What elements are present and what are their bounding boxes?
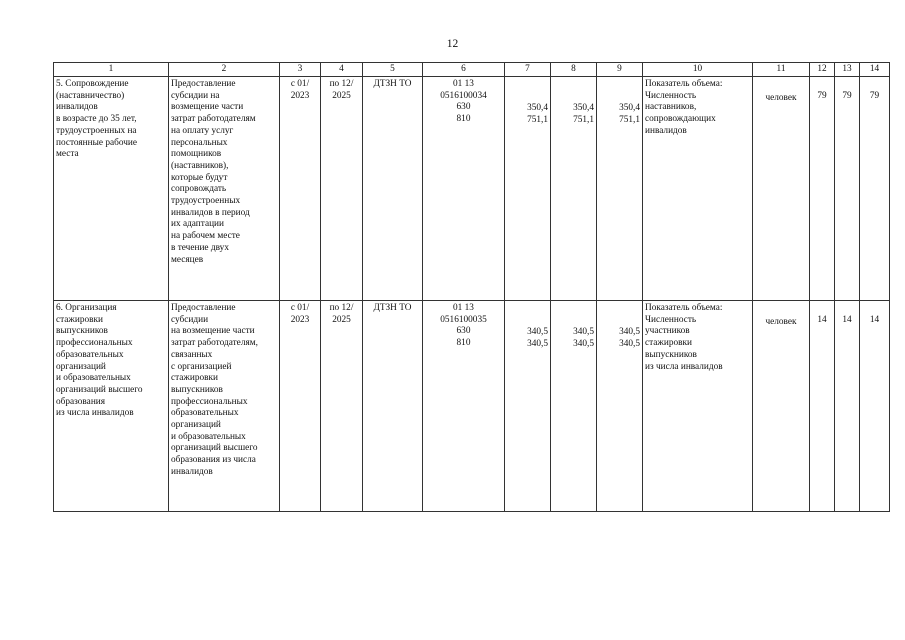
column-number: 10 — [643, 63, 753, 77]
budget-code-cell: 01 13 0516100034 630 810 — [423, 77, 505, 301]
amount-cell: 340,5 340,5 — [505, 301, 551, 512]
column-number: 12 — [810, 63, 835, 77]
indicator-cell: Показатель объема: Численность участников стажировки выпускников из числа инвалидов — [643, 301, 753, 512]
amount-cell: 350,4 751,1 — [597, 77, 643, 301]
value-cell: 79 — [835, 77, 860, 301]
unit-cell: человек — [753, 77, 810, 301]
column-number: 2 — [169, 63, 280, 77]
amount-cell: 350,4 751,1 — [551, 77, 597, 301]
value-cell: 79 — [810, 77, 835, 301]
event-name-cell: 6. Организация стажировки выпускников профессиональных образовательных организаций и образовательных организаций высшего образования из числа инвалидов — [54, 301, 169, 512]
budget-code-cell: 01 13 0516100035 630 810 — [423, 301, 505, 512]
table-row — [54, 77, 890, 301]
value-cell: 79 — [860, 77, 890, 301]
column-number: 1 — [54, 63, 169, 77]
start-date-cell: с 01/ 2023 — [280, 301, 321, 512]
page-number: 12 — [446, 38, 459, 50]
executor-cell: ДТЗН ТО — [363, 301, 423, 512]
amount-cell: 340,5 340,5 — [597, 301, 643, 512]
table-row — [54, 301, 890, 512]
column-number: 8 — [551, 63, 597, 77]
column-number: 9 — [597, 63, 643, 77]
column-number: 7 — [505, 63, 551, 77]
amount-cell: 350,4 751,1 — [505, 77, 551, 301]
event-description-cell: Предоставление субсидии на возмещение части затрат работодателям, связанных с организацией стажировки выпускников профессиональных образовательных организаций и образовательных организаций высшего образования из числа инвалидов — [169, 301, 280, 512]
program-table — [53, 62, 890, 512]
amount-cell: 340,5 340,5 — [551, 301, 597, 512]
column-number-row — [54, 63, 890, 77]
start-date-cell: с 01/ 2023 — [280, 77, 321, 301]
column-number: 3 — [280, 63, 321, 77]
value-cell: 14 — [860, 301, 890, 512]
column-number: 11 — [753, 63, 810, 77]
indicator-cell: Показатель объема: Численность наставников, сопровождающих инвалидов — [643, 77, 753, 301]
column-number: 5 — [363, 63, 423, 77]
event-description-cell: Предоставление субсидии на возмещение части затрат работодателям на оплату услуг персональных помощников (наставников), которые будут сопровождать трудоустроенных инвалидов в период их адаптации на рабочем месте в течение двух месяцев — [169, 77, 280, 301]
column-number: 14 — [860, 63, 890, 77]
column-number: 4 — [321, 63, 363, 77]
column-number: 6 — [423, 63, 505, 77]
end-date-cell: по 12/ 2025 — [321, 77, 363, 301]
end-date-cell: по 12/ 2025 — [321, 301, 363, 512]
value-cell: 14 — [810, 301, 835, 512]
column-number: 13 — [835, 63, 860, 77]
value-cell: 14 — [835, 301, 860, 512]
executor-cell: ДТЗН ТО — [363, 77, 423, 301]
event-name-cell: 5. Сопровождение (наставничество) инвалидов в возрасте до 35 лет, трудоустроенных на постоянные рабочие места — [54, 77, 169, 301]
unit-cell: человек — [753, 301, 810, 512]
